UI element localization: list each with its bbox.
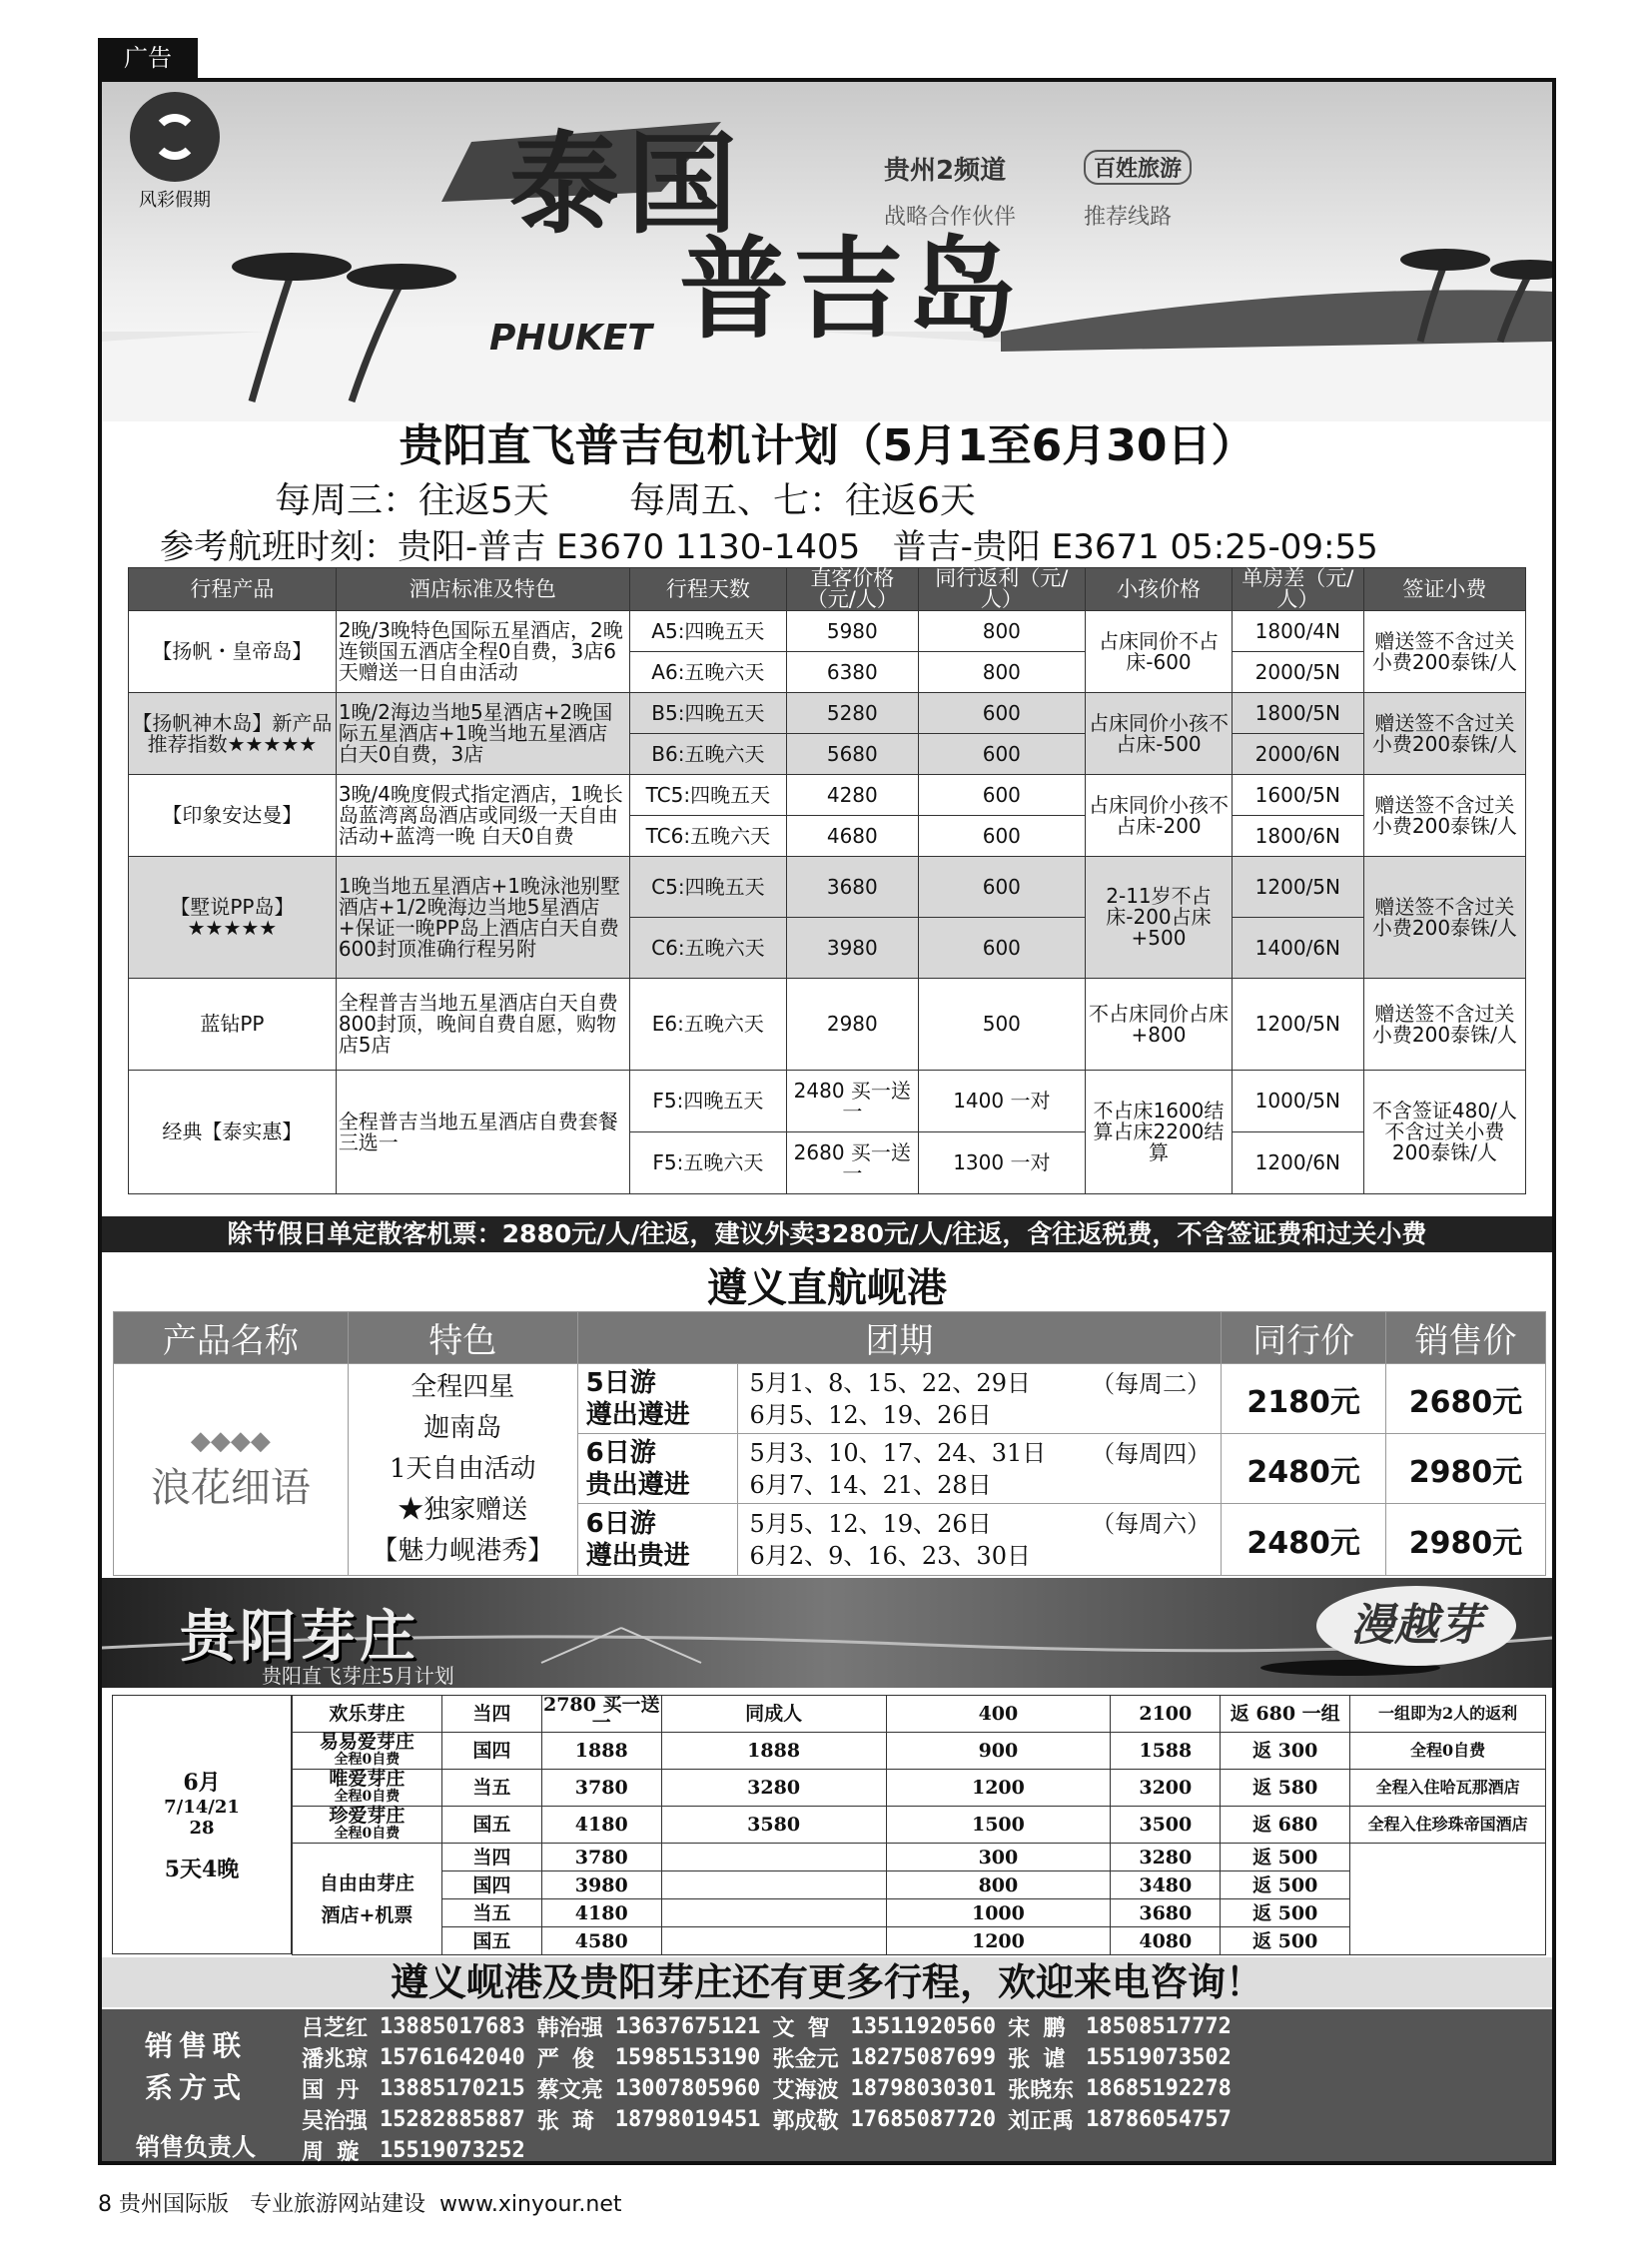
contact-name: 郭成敬 <box>772 2109 839 2134</box>
xian-features: 全程四星 迦南岛 1天自由活动 ★独家赠送 【魅力岘港秀】 <box>348 1364 577 1576</box>
hotel-desc: 3晚/4晚度假式指定酒店，1晚长岛蓝湾离岛酒店或同级一天自由活动+蓝湾一晚 白天0自费 <box>336 775 629 857</box>
remark: 全程入住哈瓦那酒店 <box>1350 1770 1546 1807</box>
package-name: 珍爱芽庄 全程0自费 <box>293 1807 442 1844</box>
single-supp: 1200/6N <box>1232 1132 1363 1194</box>
direct-price: 6380 <box>786 652 918 693</box>
days: F5:四晚五天 <box>629 1071 786 1132</box>
child-price: 占床同价小孩不占床-200 <box>1085 775 1232 857</box>
adult-price: 2780 买一送一 <box>542 1694 660 1734</box>
hotel-desc: 1晚/2海边当地5星酒店+2晚国际五星酒店+1晚当地五星酒店白天0自费，3店 <box>336 693 629 775</box>
child-price <box>661 1844 886 1871</box>
xian-sale-price: 2680元 <box>1386 1364 1546 1434</box>
visa-tip: 赠送签不含过关小费200泰铢/人 <box>1363 857 1525 979</box>
xian-days: 6日游 遵出贵进 <box>577 1504 737 1576</box>
table-row <box>293 1696 1546 1733</box>
child-price <box>661 1899 886 1927</box>
child-price: 不占床同价占床+800 <box>1085 979 1232 1071</box>
nhatrang-period: 6月 7/14/21 28 5天4晚 <box>112 1695 292 1954</box>
partner-sub2: 推荐线路 <box>1084 205 1173 230</box>
contact-row <box>296 2073 1238 2104</box>
phuket-table <box>128 567 1526 1194</box>
free-package: 自由由芽庄 酒店+机票 <box>293 1844 442 1955</box>
rebate: 返 500 <box>1221 1871 1350 1899</box>
single-supp: 2000/5N <box>1232 652 1363 693</box>
direct-price: 2680 买一送一 <box>786 1132 918 1194</box>
adult-price: 3980 <box>541 1871 661 1899</box>
contact-phone: 13885017683 <box>380 2014 525 2039</box>
rebate: 800 <box>918 611 1085 652</box>
xian-peer-price: 2180元 <box>1222 1364 1386 1434</box>
contact-name: 严 俊 <box>536 2047 594 2072</box>
product-name: 经典【泰实惠】 <box>129 1071 337 1194</box>
xian-table <box>113 1311 1546 1576</box>
contact-phone: 15761642040 <box>380 2045 525 2070</box>
single-supp: 1800/5N <box>1232 693 1363 734</box>
single-supp: 1600/5N <box>1232 775 1363 816</box>
visa-tip: 赠送签不含过关小费200泰铢/人 <box>1363 775 1525 857</box>
xian-peer-price: 2480元 <box>1222 1504 1386 1576</box>
hotel-grade: 当四 <box>441 1696 541 1733</box>
phuket-header-row <box>129 568 1526 611</box>
adult-price: 4180 <box>541 1807 661 1844</box>
xian-dates: 5月5、12、19、26日 6月2、9、16、23、30日 （每周六） <box>737 1504 1222 1576</box>
hotel-grade: 国四 <box>441 1733 541 1770</box>
xian-sale-price: 2980元 <box>1386 1504 1546 1576</box>
direct-price: 2980 <box>786 979 918 1071</box>
product-name: 【印象安达曼】 <box>129 775 337 857</box>
table-row <box>129 857 1526 918</box>
contact-phone: 18786054757 <box>1086 2107 1232 2132</box>
contact-phone: 13007805960 <box>614 2076 761 2101</box>
contact-phone: 13637675121 <box>614 2014 761 2039</box>
days: B5:四晚五天 <box>629 693 786 734</box>
single-supp: 1000 <box>886 1899 1111 1927</box>
single-supp: 1800/6N <box>1232 816 1363 857</box>
direct-price: 3980 <box>786 918 918 979</box>
contact-phone: 18275087699 <box>850 2045 997 2070</box>
table-row <box>129 979 1526 1071</box>
child-price: 2-11岁不占床-200占床+500 <box>1085 857 1232 979</box>
child-price: 占床同价不占床-600 <box>1085 611 1232 693</box>
child-price: 1888 <box>661 1733 886 1770</box>
contact-row <box>296 2104 1238 2135</box>
contact-row <box>296 2011 1238 2042</box>
nhatrang-brand: 漫越芽 <box>1316 1586 1516 1666</box>
more-info: 遵义岘港及贵阳芽庄还有更多行程，欢迎来电咨询！ <box>102 1957 1552 2007</box>
package-name: 欢乐芽庄 <box>293 1696 442 1733</box>
single-supp: 1400/6N <box>1232 918 1363 979</box>
phuket-heading: 贵阳直飞普吉包机计划（5月1至6月30日） <box>399 420 1255 471</box>
nhatrang-table <box>292 1695 1546 1955</box>
manager-name: 周 璇 <box>302 2140 360 2165</box>
xian-sale-price: 2980元 <box>1386 1434 1546 1504</box>
contact-name: 张晓东 <box>1008 2078 1075 2103</box>
rebate: 1400 一对 <box>918 1071 1085 1132</box>
manager-phone: 15519073252 <box>380 2138 525 2163</box>
hotel-grade: 当四 <box>441 1844 541 1871</box>
days: C5:四晚五天 <box>629 857 786 918</box>
single-supp: 900 <box>886 1733 1111 1770</box>
single-supp: 1200 <box>886 1927 1111 1955</box>
child-price: 不占床1600结算占床2200结算 <box>1085 1071 1232 1194</box>
remark: 全程0自费 <box>1350 1733 1546 1770</box>
direct-price: 2480 买一送一 <box>786 1071 918 1132</box>
table-row <box>293 1733 1546 1770</box>
contact-name: 文 智 <box>772 2016 830 2041</box>
phuket-weekly-1: 每周三：往返5天 <box>275 480 549 521</box>
contact-name: 张 琦 <box>536 2109 594 2134</box>
adult-price: 4180 <box>541 1899 661 1927</box>
diamond-icon: ◆◆◆◆ <box>190 1426 271 1456</box>
child-price <box>661 1927 886 1955</box>
visa-tip: 赠送签不含过关小费200泰铢/人 <box>1363 979 1525 1071</box>
xian-peer-price: 2480元 <box>1222 1434 1386 1504</box>
single-supp: 2000/6N <box>1232 734 1363 775</box>
days: A5:四晚五天 <box>629 611 786 652</box>
rebate: 600 <box>918 693 1085 734</box>
contact-phone: 18508517772 <box>1086 2014 1232 2039</box>
manager-label: 销售负责人 <box>136 2133 256 2161</box>
table-row <box>129 1071 1526 1132</box>
nhatrang-subtitle: 贵阳直飞芽庄5月计划 <box>262 1664 454 1688</box>
contact-name: 韩治强 <box>536 2016 603 2041</box>
remark <box>1350 1844 1546 1955</box>
days: A6:五晚六天 <box>629 652 786 693</box>
contact-phone: 18798030301 <box>850 2076 997 2101</box>
adult-price: 3780 <box>541 1770 661 1807</box>
visa-tip: 赠送签不含过关小费200泰铢/人 <box>1363 611 1525 693</box>
days: B6:五晚六天 <box>629 734 786 775</box>
peer-price: 2100 <box>1111 1696 1221 1733</box>
col-single: 单房差（元/人） <box>1232 568 1363 611</box>
contact-name: 张金元 <box>772 2047 839 2072</box>
hotel-desc: 全程普吉当地五星酒店自费套餐三选一 <box>336 1071 629 1194</box>
child-price <box>661 1871 886 1899</box>
col-dates: 团期 <box>577 1312 1221 1364</box>
peer-price: 3500 <box>1111 1807 1221 1844</box>
contact-name: 刘正禹 <box>1008 2109 1075 2134</box>
contact-row <box>296 2042 1238 2073</box>
col-product: 行程产品 <box>129 568 337 611</box>
col-name: 产品名称 <box>114 1312 349 1364</box>
remark: 一组即为2人的返利 <box>1350 1696 1546 1733</box>
col-visa: 签证小费 <box>1363 568 1525 611</box>
contact-table <box>296 2011 1238 2166</box>
col-child: 小孩价格 <box>1085 568 1232 611</box>
hotel-desc: 1晚当地五星酒店+1晚泳池别墅酒店+1/2晚海边当地5星酒店+保证一晚PP岛上酒店白天自费600封顶准确行程另附 <box>336 857 629 979</box>
partner-sub1: 战略合作伙伴 <box>884 205 1017 230</box>
adult-price: 4580 <box>541 1927 661 1955</box>
xian-header-row <box>114 1312 1546 1364</box>
rebate: 返 300 <box>1221 1733 1350 1770</box>
child-price: 3280 <box>661 1770 886 1807</box>
table-row <box>129 775 1526 816</box>
product-name: 【墅说PP岛】★★★★★ <box>129 857 337 979</box>
xian-product: ◆◆◆◆ 浪花细语 <box>114 1364 349 1576</box>
child-price: 同成人 <box>661 1696 886 1733</box>
visa-tip: 赠送签不含过关小费200泰铢/人 <box>1363 693 1525 775</box>
table-row <box>293 1844 1546 1871</box>
rebate: 1300 一对 <box>918 1132 1085 1194</box>
hotel-desc: 2晚/3晚特色国际五星酒店，2晚连锁国五酒店全程0自费，3店6天赠送一日自由活动 <box>336 611 629 693</box>
rebate: 600 <box>918 816 1085 857</box>
visa-tip: 不含签证480/人不含过关小费200泰铢/人 <box>1363 1071 1525 1194</box>
contact-phone: 18685192278 <box>1086 2076 1232 2101</box>
table-row <box>293 1770 1546 1807</box>
contact-row <box>296 2135 1238 2166</box>
product-name: 【扬帆・皇帝岛】 <box>129 611 337 693</box>
xian-dates: 5月3、10、17、24、31日 6月7、14、21、28日 （每周四） <box>737 1434 1222 1504</box>
rebate: 返 500 <box>1221 1899 1350 1927</box>
phuket-weekly-2: 每周五、七：往返6天 <box>629 480 976 521</box>
col-rebate: 同行返利（元/人） <box>918 568 1085 611</box>
single-supp: 400 <box>886 1696 1111 1733</box>
col-feature: 特色 <box>348 1312 577 1364</box>
col-hotel: 酒店标准及特色 <box>336 568 629 611</box>
partner-travel: 百姓旅游 <box>1084 150 1192 185</box>
direct-price: 5680 <box>786 734 918 775</box>
package-name: 唯爱芽庄 全程0自费 <box>293 1770 442 1807</box>
direct-price: 5280 <box>786 693 918 734</box>
hotel-grade: 当五 <box>441 1770 541 1807</box>
contact-name: 吴治强 <box>302 2109 369 2134</box>
logo-text: 风彩假期 <box>139 190 211 211</box>
hotel-desc: 全程普吉当地五星酒店白天自费800封顶，晚间自费自愿，购物店5店 <box>336 979 629 1071</box>
contact-phone: 13885170215 <box>380 2076 525 2101</box>
adult-price: 1888 <box>541 1733 661 1770</box>
contact-name: 宋 鹏 <box>1008 2016 1066 2041</box>
phuket-note: 除节假日单定散客机票：2880元/人/往返，建议外卖3280元/人/往返，含往返税费，不含签证费和过关小费 <box>102 1216 1552 1252</box>
rebate: 返 580 <box>1221 1770 1350 1807</box>
single-supp: 1000/5N <box>1232 1071 1363 1132</box>
banner-title-thailand: 泰国 <box>509 121 745 249</box>
rebate: 600 <box>918 857 1085 918</box>
contact-phone: 15519073502 <box>1086 2045 1232 2070</box>
days: E6:五晚六天 <box>629 979 786 1071</box>
direct-price: 4680 <box>786 816 918 857</box>
contact-name: 国 丹 <box>302 2078 360 2103</box>
col-peer: 同行价 <box>1222 1312 1386 1364</box>
peer-price: 1588 <box>1111 1733 1221 1770</box>
rebate: 800 <box>918 652 1085 693</box>
child-price: 占床同价小孩不占床-500 <box>1085 693 1232 775</box>
product-name: 蓝钻PP <box>129 979 337 1071</box>
nhatrang-title: 贵阳芽庄 <box>180 1605 419 1670</box>
logo <box>120 92 230 212</box>
single-supp: 1200 <box>886 1770 1111 1807</box>
hotel-grade: 国五 <box>441 1927 541 1955</box>
peer-price: 4080 <box>1111 1927 1221 1955</box>
rebate: 600 <box>918 918 1085 979</box>
single-supp: 1800/4N <box>1232 611 1363 652</box>
days: C6:五晚六天 <box>629 918 786 979</box>
single-supp: 1200/5N <box>1232 979 1363 1071</box>
peer-price: 3200 <box>1111 1770 1221 1807</box>
product-name: 【扬帆神木岛】新产品推荐指数★★★★★ <box>129 693 337 775</box>
xian-days: 5日游 遵出遵进 <box>577 1364 737 1434</box>
contact-label: 销售联 系方式 <box>144 2029 247 2104</box>
direct-price: 4280 <box>786 775 918 816</box>
contact-phone: 15985153190 <box>614 2045 761 2070</box>
table-row <box>129 693 1526 734</box>
table-row <box>293 1807 1546 1844</box>
rebate: 500 <box>918 979 1085 1071</box>
single-supp: 800 <box>886 1871 1111 1899</box>
peer-price: 3480 <box>1111 1871 1221 1899</box>
col-days: 行程天数 <box>629 568 786 611</box>
package-name: 易易爱芽庄 全程0自费 <box>293 1733 442 1770</box>
partner-channel: 贵州2频道 <box>884 156 1007 186</box>
xian-dates: 5月1、8、15、22、29日 6月5、12、19、26日 （每周二） <box>737 1364 1222 1434</box>
child-price: 3580 <box>661 1807 886 1844</box>
col-sale: 销售价 <box>1386 1312 1546 1364</box>
rebate: 600 <box>918 775 1085 816</box>
page-footer: 8 贵州国际版 专业旅游网站建设 www.xinyour.net <box>98 2192 622 2217</box>
peer-price: 3680 <box>1111 1899 1221 1927</box>
single-supp: 1500 <box>886 1807 1111 1844</box>
hotel-grade: 国五 <box>441 1807 541 1844</box>
contact-name: 吕芝红 <box>302 2016 369 2041</box>
contact-phone: 18798019451 <box>614 2107 761 2132</box>
remark: 全程入住珍珠帝国酒店 <box>1350 1807 1546 1844</box>
single-supp: 1200/5N <box>1232 857 1363 918</box>
table-row <box>129 611 1526 652</box>
ad-tag: 广告 <box>98 38 198 78</box>
rebate: 返 680 <box>1221 1807 1350 1844</box>
hotel-grade: 当五 <box>441 1899 541 1927</box>
contact-name: 艾海波 <box>772 2078 839 2103</box>
logo-icon <box>130 92 220 182</box>
hotel-grade: 国四 <box>441 1871 541 1899</box>
single-supp: 300 <box>886 1844 1111 1871</box>
xian-heading: 遵义直航岘港 <box>707 1265 947 1311</box>
days: TC6:五晚六天 <box>629 816 786 857</box>
rebate: 600 <box>918 734 1085 775</box>
col-direct-price: 直客价格（元/人） <box>786 568 918 611</box>
days: TC5:四晚五天 <box>629 775 786 816</box>
rebate: 返 680 一组 <box>1221 1696 1350 1733</box>
banner-phuket-en: PHUKET <box>489 318 652 359</box>
direct-price: 3680 <box>786 857 918 918</box>
rebate: 返 500 <box>1221 1844 1350 1871</box>
direct-price: 5980 <box>786 611 918 652</box>
banner-title-phuket: 普吉岛 <box>679 226 1021 354</box>
rebate: 返 500 <box>1221 1927 1350 1955</box>
contact-name: 潘兆琼 <box>302 2047 369 2072</box>
contact-name: 张 谑 <box>1008 2047 1066 2072</box>
peer-price: 3280 <box>1111 1844 1221 1871</box>
contact-phone: 15282885887 <box>380 2107 525 2132</box>
table-row <box>114 1364 1546 1434</box>
contact-phone: 17685087720 <box>850 2107 997 2132</box>
adult-price: 3780 <box>541 1844 661 1871</box>
phuket-flights: 参考航班时刻：贵阳-普吉 E3670 1130-1405 普吉-贵阳 E3671 05:25-09:55 <box>160 527 1378 567</box>
contact-phone: 13511920560 <box>850 2014 997 2039</box>
contact-name: 蔡文亮 <box>536 2078 603 2103</box>
days: F5:五晚六天 <box>629 1132 786 1194</box>
xian-days: 6日游 贵出遵进 <box>577 1434 737 1504</box>
